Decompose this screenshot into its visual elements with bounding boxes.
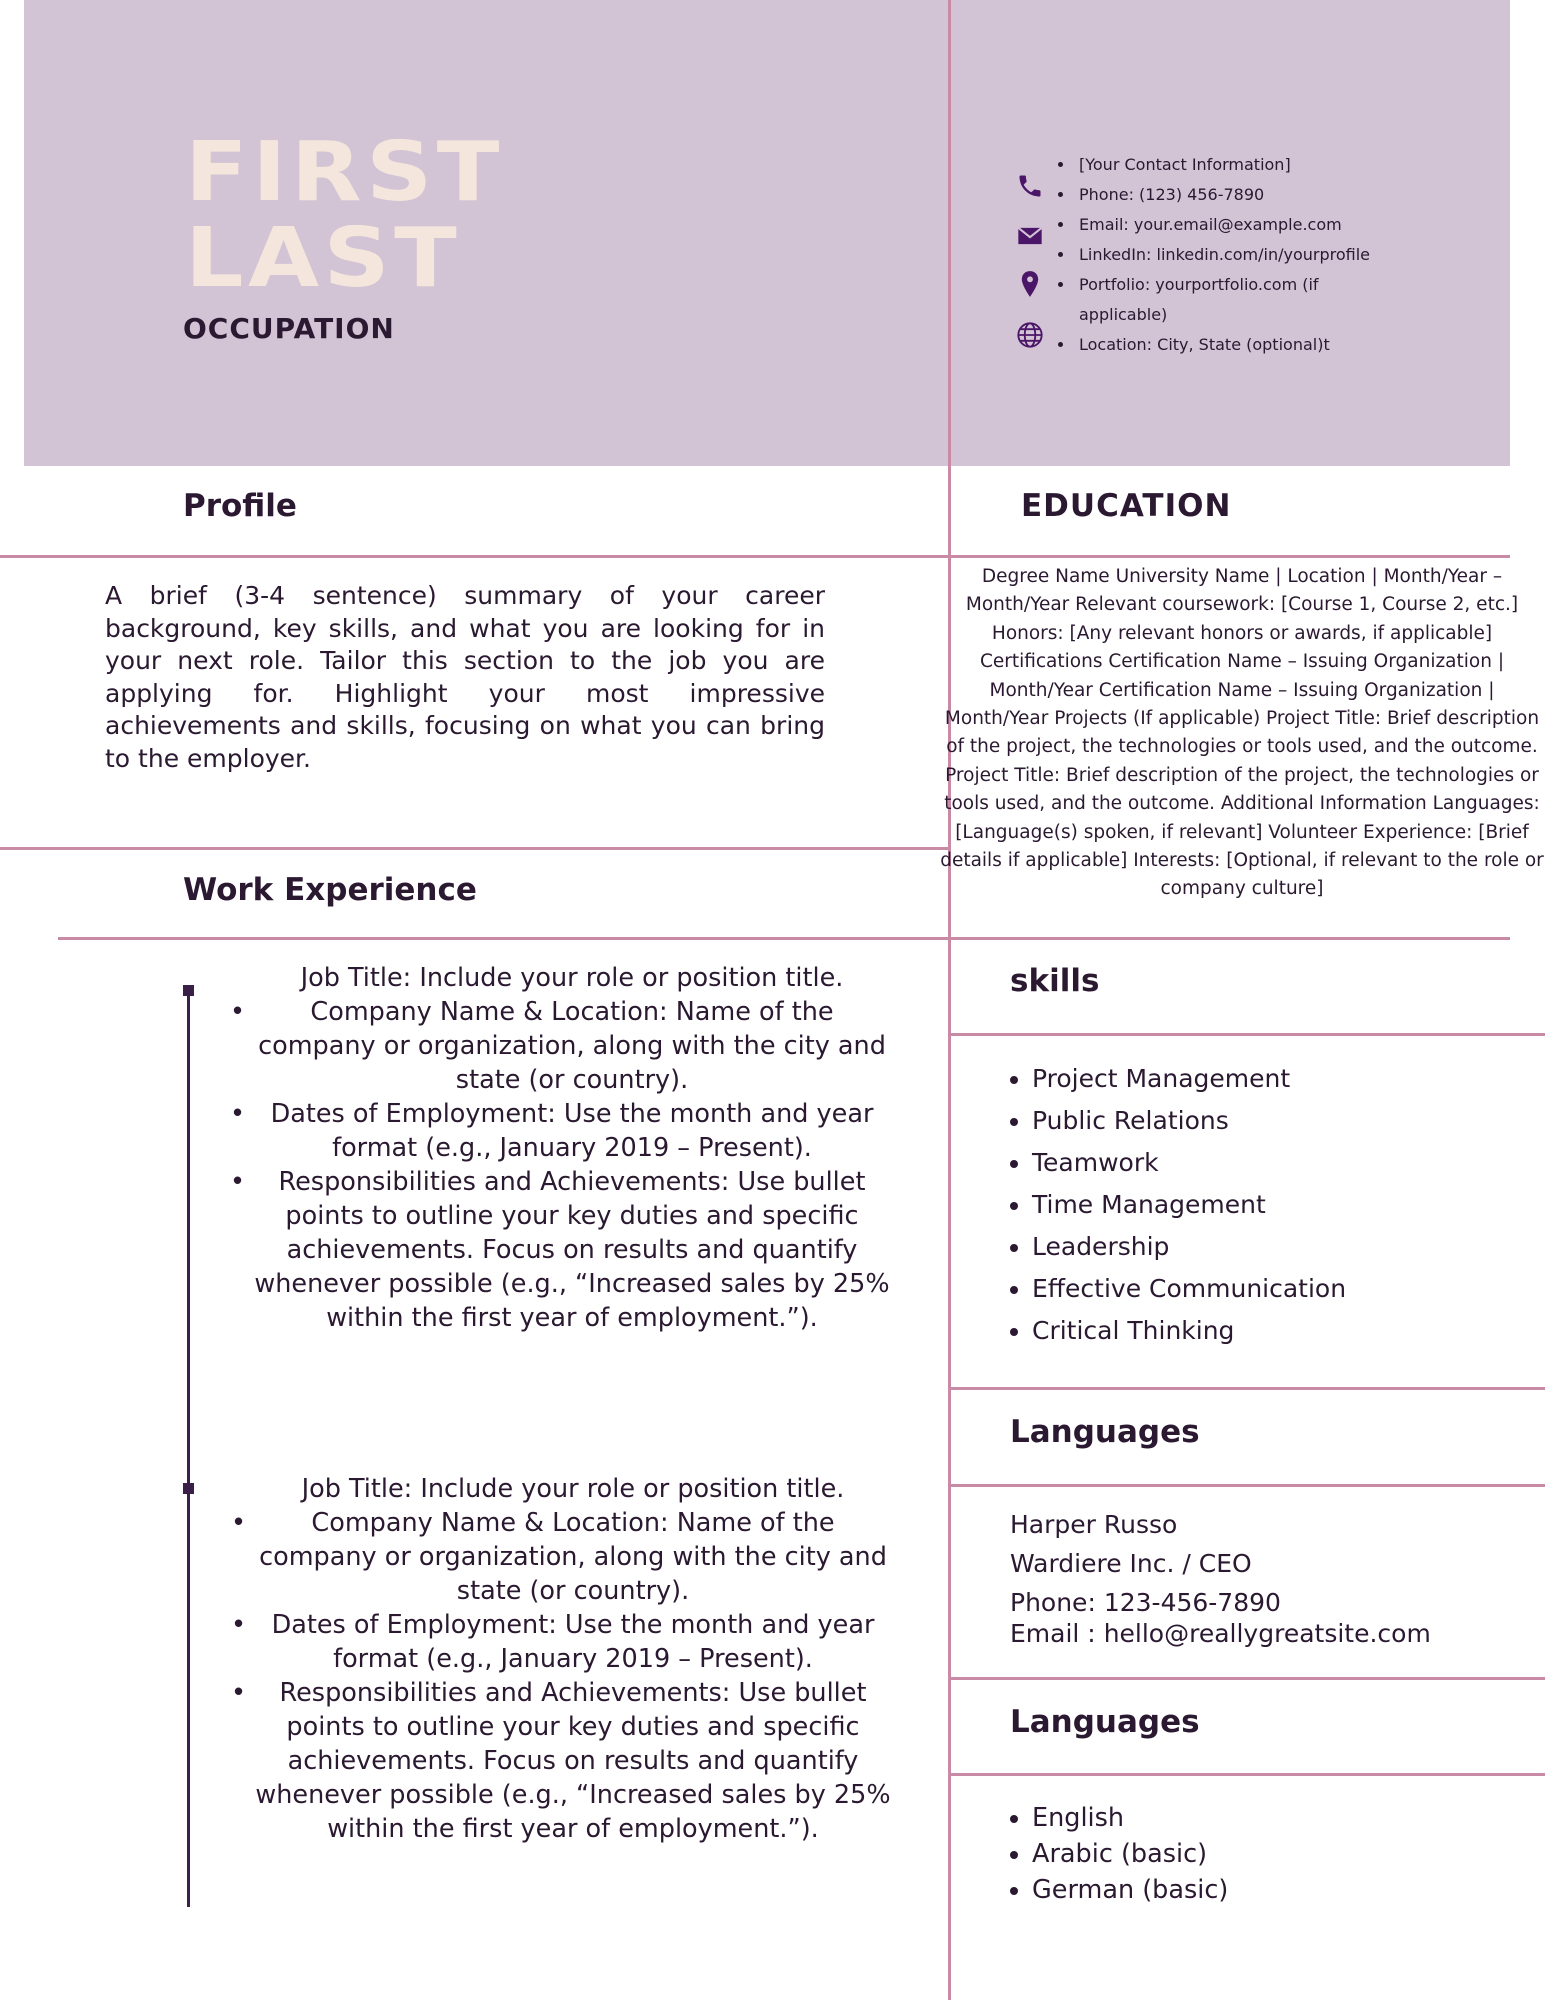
job-bullet: • Company Name & Location: Name of the company or organization, along with the city and state (or country). <box>252 995 892 1097</box>
contact-list <box>1055 150 1405 360</box>
job-details <box>252 995 892 1335</box>
contact-item: • Phone: (123) 456-7890 <box>1075 180 1405 210</box>
skills-list <box>1010 1058 1346 1352</box>
skill-item: • Leadership <box>1032 1226 1346 1268</box>
first-name: FIRST <box>185 125 504 220</box>
job-bullet: • Dates of Employment: Use the month and year format (e.g., January 2019 – Present). <box>253 1608 893 1676</box>
contact-item: • [Your Contact Information] <box>1075 150 1405 180</box>
languages-list <box>1010 1800 1228 1908</box>
job-bullet: • Responsibilities and Achievements: Use bullet points to outline your key duties and specific achievements. Focus on results and quantify whenever possible (e.g., “Increased sales by 25% within the first year of employment.”). <box>252 1165 892 1335</box>
skill-item: • Critical Thinking <box>1032 1310 1346 1352</box>
skill-item: • Time Management <box>1032 1184 1346 1226</box>
phone-value: 123-456-7890 <box>1103 1588 1281 1617</box>
last-name: LAST <box>185 211 462 306</box>
email-value: hello@reallygreatsite.com <box>1103 1619 1431 1648</box>
skill-item: • Teamwork <box>1032 1142 1346 1184</box>
contact-item: • LinkedIn: linkedin.com/in/yourprofile <box>1075 240 1405 270</box>
profile-divider <box>0 555 1510 558</box>
phone-label: Phone: <box>1010 1588 1096 1617</box>
job-bullet: • Dates of Employment: Use the month and year format (e.g., January 2019 – Present). <box>252 1097 892 1165</box>
timeline-line <box>187 985 190 1907</box>
job-title: Job Title: Include your role or position title. <box>301 1474 845 1504</box>
location-pin-icon <box>1016 270 1044 298</box>
profile-text: A brief (3-4 sentence) summary of your career background, key skills, and what you are looking for in your next role. Tailor this section to the job you are applying for. Highlight your most impressive achievements and skills, focusing on what you can bring to the employer. <box>105 581 825 773</box>
language-item: • German (basic) <box>1032 1872 1228 1908</box>
contact-item: • Portfolio: yourportfolio.com (if applicable) <box>1075 270 1405 330</box>
skill-item: • Project Management <box>1032 1058 1346 1100</box>
envelope-icon <box>1016 222 1044 250</box>
reference-divider <box>950 1484 1545 1487</box>
reference-name: Harper Russo <box>1010 1510 1178 1539</box>
job-bullet: • Company Name & Location: Name of the company or organization, along with the city and state (or country). <box>253 1506 893 1608</box>
job-entry <box>253 1472 893 1846</box>
education-title: EDUCATION <box>1021 488 1232 524</box>
language-item: • Arabic (basic) <box>1032 1836 1228 1872</box>
language-item: • English <box>1032 1800 1228 1836</box>
job-entry <box>252 961 892 1335</box>
work-divider <box>58 937 1510 940</box>
reference-company: Wardiere Inc. / CEO <box>1010 1549 1252 1578</box>
contact-item: • Location: City, State (optional)t <box>1075 330 1405 360</box>
timeline-marker <box>183 985 194 996</box>
skill-item: • Effective Communication <box>1032 1268 1346 1310</box>
timeline-marker <box>183 1483 194 1494</box>
profile-bottom-divider <box>0 847 950 850</box>
reference-phone <box>1010 1588 1281 1617</box>
skills-title: skills <box>1010 963 1100 999</box>
job-details <box>253 1506 893 1846</box>
reference-email <box>1010 1619 1431 1648</box>
phone-icon <box>1016 172 1044 200</box>
languages-title: Languages <box>1010 1704 1200 1740</box>
profile-title: Profile <box>183 488 297 524</box>
email-label: Email : <box>1010 1619 1096 1648</box>
reference-bottom-divider <box>950 1677 1545 1680</box>
job-title: Job Title: Include your role or position title. <box>300 963 844 993</box>
occupation: OCCUPATION <box>183 312 395 345</box>
column-divider <box>948 0 951 2000</box>
skills-bottom-divider <box>950 1387 1545 1390</box>
education-text: Degree Name University Name | Location | Month/Year – Month/Year Relevant coursework: [Course 1, Course 2, etc.] Honors: [Any relevant honors or awards, if applicable] Certifications Certification Name – Issuing Organization | Month/Year Certification Name – Issuing Organization | Month/Year Projects (If applicable) Project Title: Brief description of the project, the technologies or tools used, and the outcome. Project Title: Brief description of the project, the technologies or tools used, and the outcome. Additional Information Languages: [Language(s) spoken, if relevant] Volunteer Experience: [Brief details if applicable] Interests: [Optional, if relevant to the role or company culture] <box>940 566 1544 900</box>
reference-title: Languages <box>1010 1414 1200 1450</box>
skill-item: • Public Relations <box>1032 1100 1346 1142</box>
skills-divider <box>950 1033 1545 1036</box>
languages-divider <box>950 1773 1545 1776</box>
work-experience-title: Work Experience <box>183 872 477 908</box>
globe-icon <box>1016 321 1044 349</box>
contact-item: • Email: your.email@example.com <box>1075 210 1405 240</box>
job-bullet: • Responsibilities and Achievements: Use bullet points to outline your key duties and specific achievements. Focus on results and quantify whenever possible (e.g., “Increased sales by 25% within the first year of employment.”). <box>253 1676 893 1846</box>
